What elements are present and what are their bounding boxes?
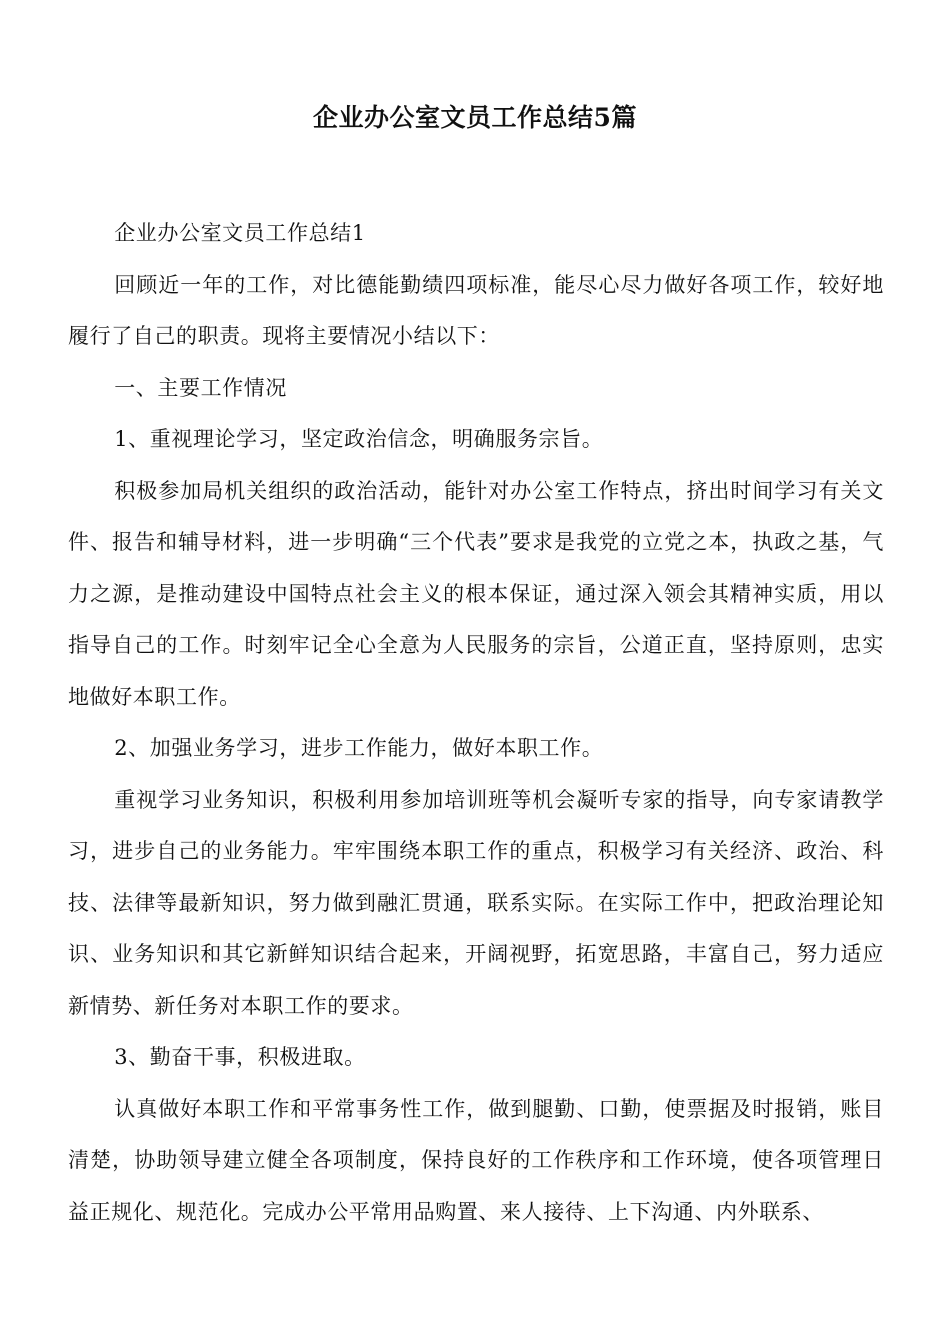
paragraph: 回顾近一年的工作，对比德能勤绩四项标准，能尽心尽力做好各项工作，较好地履行了自己的职责。现将主要情况小结以下： [68,272,884,348]
paragraph: 认真做好本职工作和平常事务性工作，做到腿勤、口勤，使票据及时报销，账目清楚，协助领导建立健全各项制度，保持良好的工作秩序和工作环境，使各项管理日益正规化、规范化。完成办公平常用品购置、来人接待、上下沟通、内外联系、 [68,1096,884,1224]
paragraph: 重视学习业务知识，积极利用参加培训班等机会凝听专家的指导，向专家请教学习，进步自己的业务能力。牢牢围绕本职工作的重点，积极学习有关经济、政治、科技、法律等最新知识，努力做到融汇贯通，联系实际。在实际工作中，把政治理论知识、业务知识和其它新鲜知识结合起来，开阔视野，拓宽思路，丰富自己，努力适应新情势、新任务对本职工作的要求。 [68,787,884,1018]
section-heading: 一、主要工作情况 [114,375,287,400]
section-heading: 企业办公室文员工作总结1 [114,221,366,245]
subsection-heading: 1、重视理论学习，坚定政治信念，明确服务宗旨。 [114,427,604,451]
subsection-heading: 3、勤奋干事，积极进取。 [114,1045,366,1069]
subsection-heading: 2、加强业务学习，进步工作能力，做好本职工作。 [114,736,604,760]
paragraph: 积极参加局机关组织的政治活动，能针对办公室工作特点，挤出时间学习有关文件、报告和辅导材料，进一步明确“三个代表”要求是我党的立党之本，执政之基，气力之源，是推动建设中国特点社会主义的根本保证，通过深入领会其精神实质，用以指导自己的工作。时刻牢记全心全意为人民服务的宗旨，公道正直，坚持原则，忠实地做好本职工作。 [68,478,884,709]
document-body [68,208,884,1238]
document-title: 企业办公室文员工作总结5篇 [313,103,637,132]
